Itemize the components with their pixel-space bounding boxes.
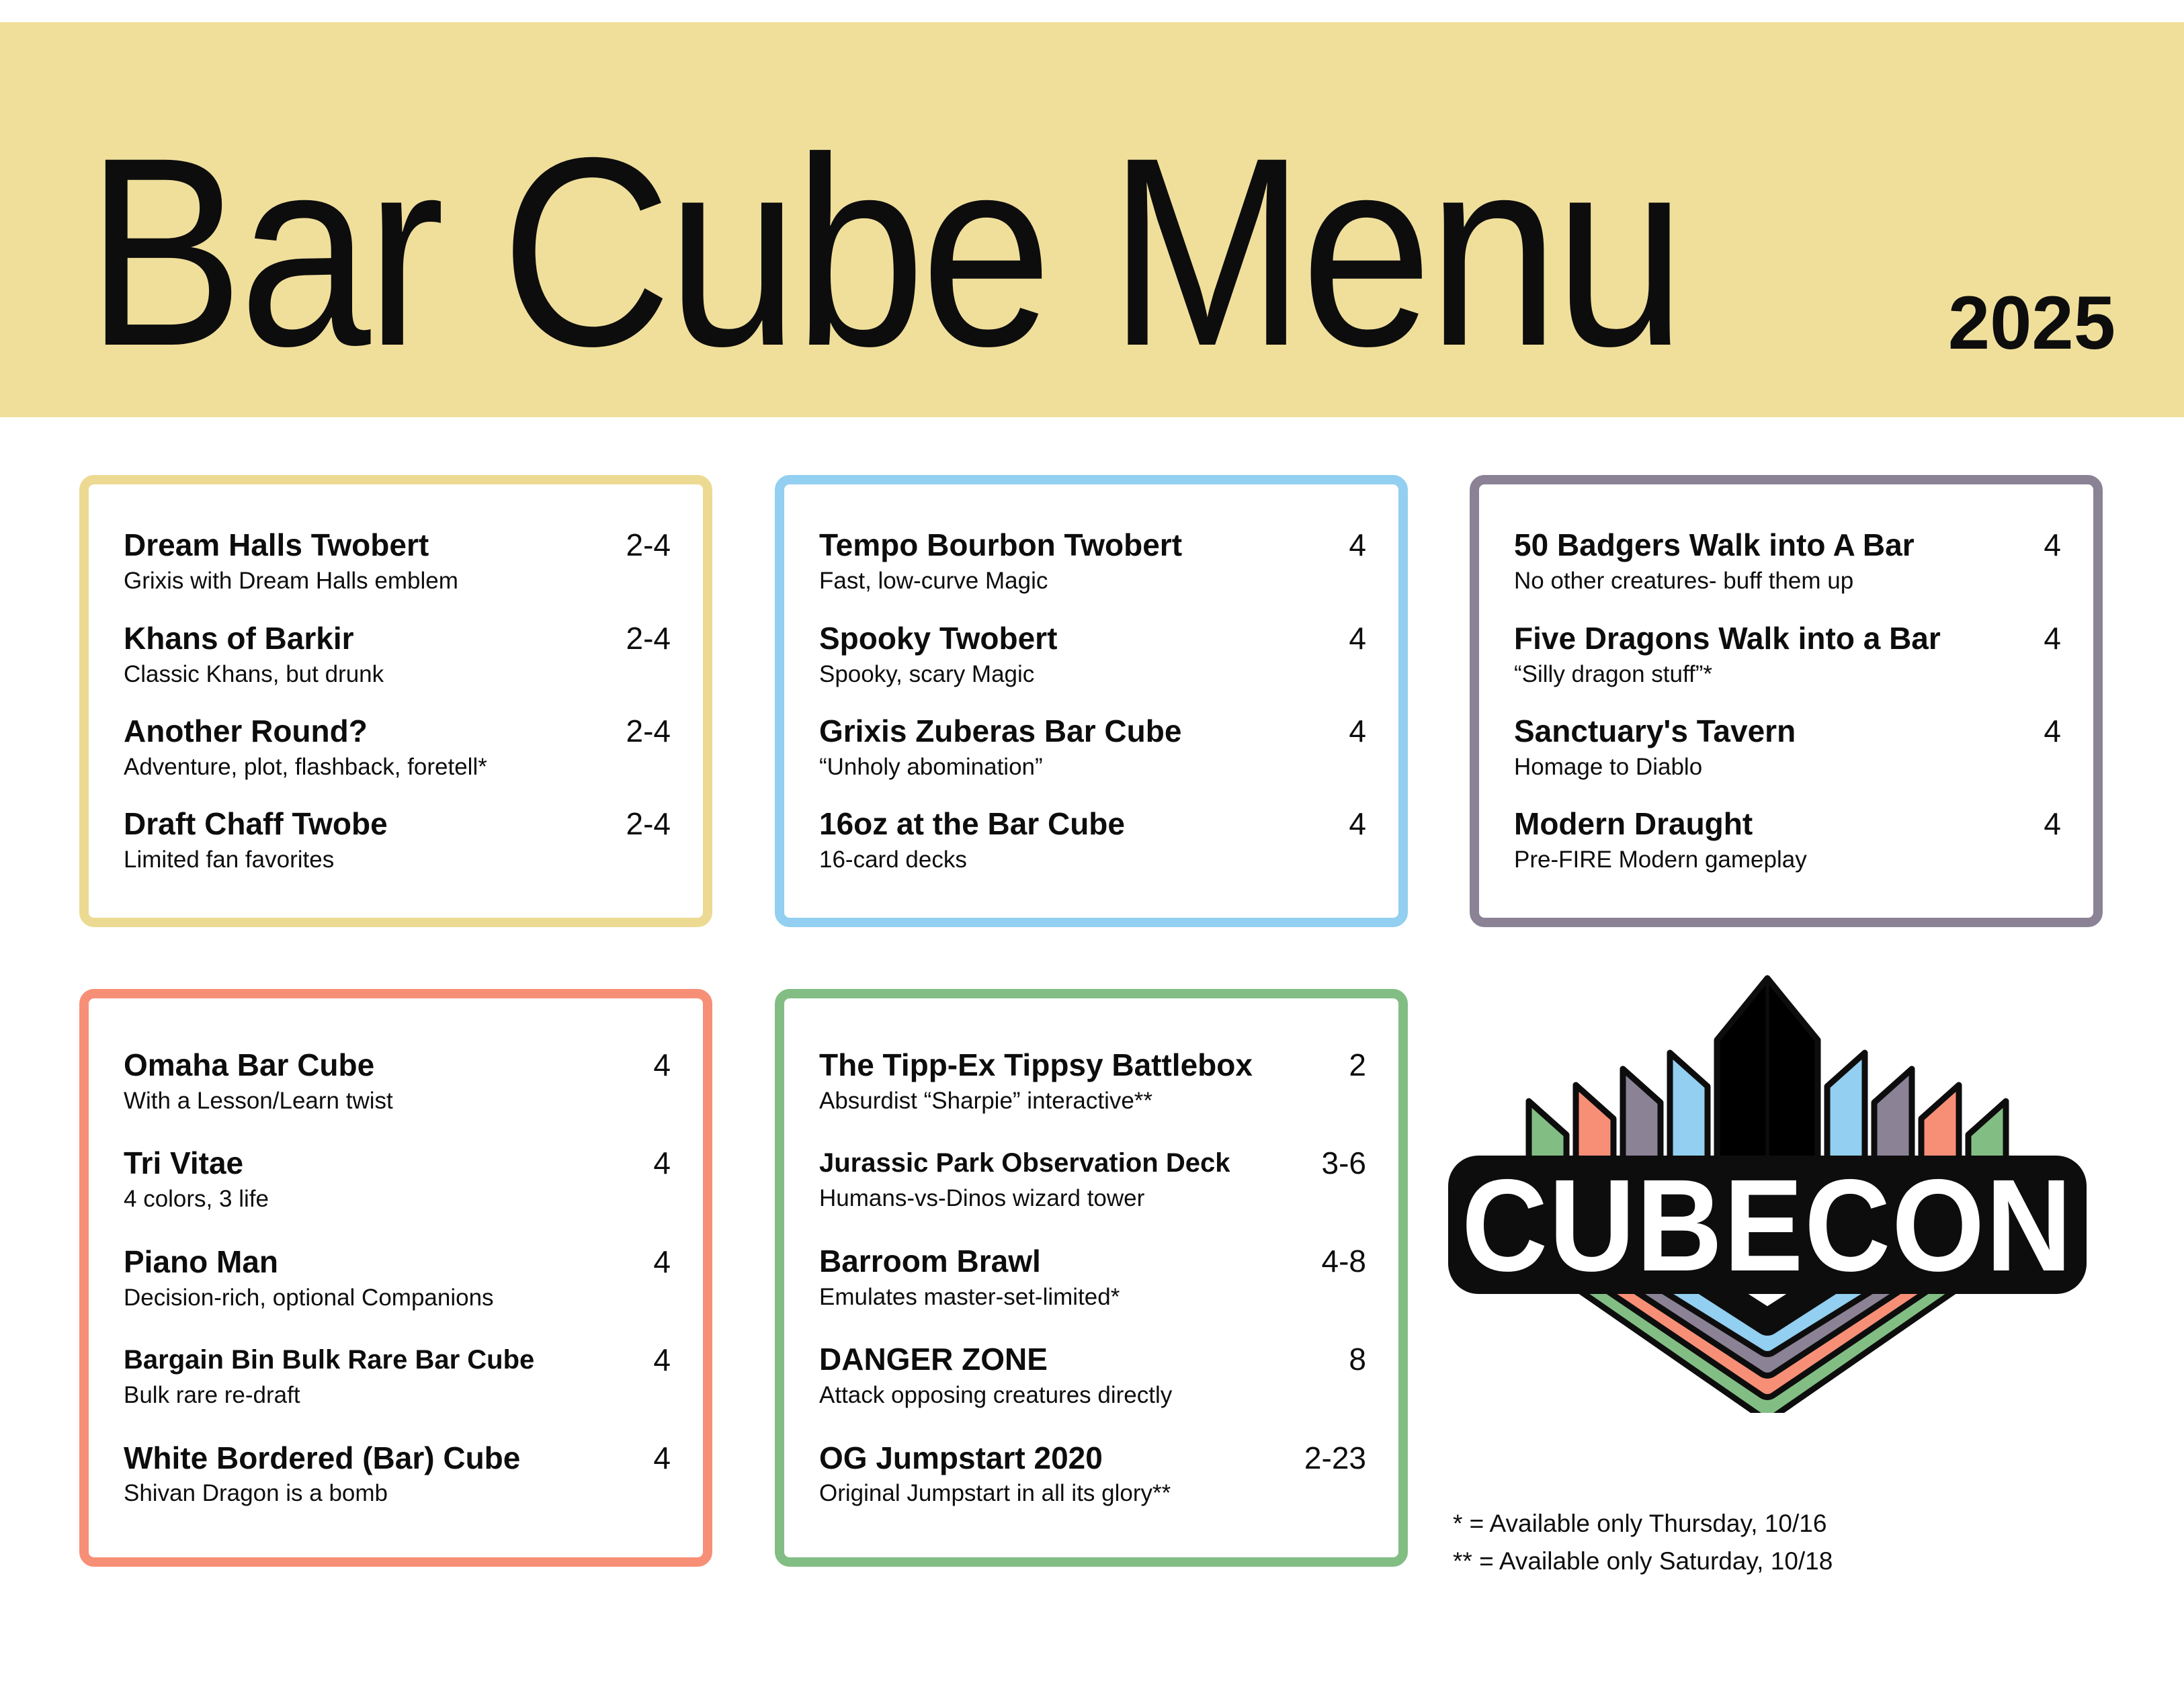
menu-item-desc: Limited fan favorites (124, 846, 335, 873)
menu-item-title: Tri Vitae (124, 1145, 244, 1181)
menu-item-title: Draft Chaff Twobe (124, 806, 388, 841)
footnote-saturday: ** = Available only Saturday, 10/18 (1453, 1547, 1833, 1575)
menu-item-player-count: 3-6 (1321, 1145, 1366, 1181)
menu-item-title: Tempo Bourbon Twobert (819, 527, 1183, 563)
menu-item (124, 713, 671, 782)
menu-box-purple (1470, 475, 2103, 927)
menu-item-desc: Classic Khans, but drunk (124, 660, 384, 687)
menu-item-player-count: 2-4 (626, 806, 671, 841)
menu-item-player-count: 2 (1349, 1047, 1366, 1082)
menu-item (819, 1047, 1366, 1116)
menu-item-player-count: 4-8 (1321, 1243, 1366, 1279)
menu-item (124, 1145, 671, 1214)
menu-item (1514, 621, 2061, 689)
menu-item (819, 1342, 1366, 1410)
menu-item-player-count: 8 (1349, 1342, 1366, 1377)
menu-item-player-count: 4 (653, 1342, 671, 1378)
menu-box-blue (775, 475, 1408, 927)
menu-item-title: Five Dragons Walk into a Bar (1514, 620, 1941, 656)
footnote-thursday: * = Available only Thursday, 10/16 (1453, 1510, 1827, 1537)
menu-item-player-count: 2-4 (626, 713, 671, 748)
menu-item (1514, 713, 2061, 782)
menu-item-player-count: 4 (2044, 620, 2061, 656)
menu-item-title: DANGER ZONE (819, 1342, 1048, 1377)
menu-box-salmon (79, 989, 712, 1567)
menu-item-title: 50 Badgers Walk into A Bar (1514, 527, 1915, 563)
menu-item-player-count: 2-4 (626, 527, 671, 563)
menu-item (1514, 806, 2061, 875)
menu-item-player-count: 4 (653, 1145, 671, 1181)
menu-item (124, 527, 671, 596)
cubecon-logo (1438, 973, 2097, 1413)
menu-item-desc: Original Jumpstart in all its glory** (819, 1480, 1171, 1507)
menu-item-desc: Fast, low-curve Magic (819, 568, 1048, 595)
menu-item-player-count: 4 (2044, 527, 2061, 563)
menu-item (124, 1047, 671, 1116)
menu-item-title: Sanctuary's Tavern (1514, 713, 1796, 748)
menu-item-player-count: 4 (2044, 806, 2061, 841)
menu-item (819, 527, 1366, 596)
menu-item-title: Bargain Bin Bulk Rare Bar Cube (124, 1345, 535, 1375)
menu-item-player-count: 4 (653, 1047, 671, 1082)
page-title: Bar Cube Menu (86, 101, 1681, 402)
menu-item (124, 1440, 671, 1509)
menu-item-title: Khans of Barkir (124, 620, 354, 656)
menu-item-title: Dream Halls Twobert (124, 527, 429, 563)
menu-box-green (775, 989, 1408, 1567)
menu-item-title: Jurassic Park Observation Deck (819, 1148, 1230, 1178)
menu-item-desc: Absurdist “Sharpie” interactive** (819, 1087, 1153, 1114)
menu-item-player-count: 4 (1349, 713, 1366, 748)
menu-item-desc: Emulates master-set-limited* (819, 1283, 1120, 1310)
menu-item-desc: Homage to Diablo (1514, 753, 1703, 780)
menu-item-title: 16oz at the Bar Cube (819, 806, 1125, 841)
menu-item-desc: 4 colors, 3 life (124, 1186, 269, 1213)
menu-item-title: OG Jumpstart 2020 (819, 1440, 1103, 1475)
menu-item-player-count: 4 (1349, 806, 1366, 841)
menu-item-desc: Decision-rich, optional Companions (124, 1284, 494, 1311)
menu-item-desc: Pre-FIRE Modern gameplay (1514, 846, 1807, 873)
menu-item-title: White Bordered (Bar) Cube (124, 1440, 521, 1475)
menu-item-desc: No other creatures- buff them up (1514, 568, 1854, 595)
menu-item-desc: Shivan Dragon is a bomb (124, 1480, 388, 1507)
menu-item-desc: 16-card decks (819, 846, 967, 873)
menu-item-desc: Adventure, plot, flashback, foretell* (124, 753, 487, 780)
cubecon-wordmark-text: CUBECON (1462, 1152, 2073, 1299)
menu-item-desc: Attack opposing creatures directly (819, 1382, 1173, 1409)
menu-item-desc: Humans-vs-Dinos wizard tower (819, 1185, 1145, 1212)
menu-item (819, 1440, 1366, 1509)
menu-item-title: Piano Man (124, 1244, 279, 1279)
menu-item-desc: Spooky, scary Magic (819, 660, 1035, 687)
menu-item-player-count: 2-23 (1304, 1440, 1366, 1475)
menu-item (819, 1244, 1366, 1312)
menu-item-player-count: 4 (653, 1440, 671, 1475)
menu-item-desc: Grixis with Dream Halls emblem (124, 568, 458, 595)
menu-item (819, 713, 1366, 782)
cubecon-logo-graphic (1438, 973, 2097, 1413)
menu-item-title: Another Round? (124, 713, 368, 748)
menu-item-desc: With a Lesson/Learn twist (124, 1087, 393, 1114)
menu-item-player-count: 4 (1349, 527, 1366, 563)
menu-item (124, 621, 671, 689)
menu-item (124, 1342, 671, 1410)
menu-item-desc: “Silly dragon stuff”* (1514, 660, 1713, 687)
menu-item-player-count: 4 (2044, 713, 2061, 748)
menu-item (1514, 527, 2061, 596)
cubecon-wordmark (1448, 1152, 2087, 1299)
menu-item-desc: “Unholy abomination” (819, 753, 1043, 780)
menu-item-desc: Bulk rare re-draft (124, 1382, 300, 1409)
menu-item-title: Barroom Brawl (819, 1243, 1041, 1279)
availability-footnotes (1453, 1505, 1833, 1580)
menu-item-title: Omaha Bar Cube (124, 1047, 375, 1082)
menu-item (124, 806, 671, 875)
menu-item (124, 1244, 671, 1313)
menu-box-yellow (79, 475, 712, 927)
menu-item (819, 806, 1366, 875)
menu-item-player-count: 4 (1349, 620, 1366, 656)
year-label: 2025 (1947, 281, 2115, 365)
cube-top-stripes (1529, 978, 2006, 1168)
menu-item-player-count: 2-4 (626, 620, 671, 656)
menu-item-player-count: 4 (653, 1244, 671, 1279)
menu-item-title: Spooky Twobert (819, 620, 1058, 656)
menu-item-title: The Tipp-Ex Tippsy Battlebox (819, 1047, 1253, 1082)
menu-item (819, 1145, 1366, 1213)
menu-item (819, 621, 1366, 689)
menu-item-title: Grixis Zuberas Bar Cube (819, 713, 1182, 748)
menu-item-title: Modern Draught (1514, 806, 1753, 841)
